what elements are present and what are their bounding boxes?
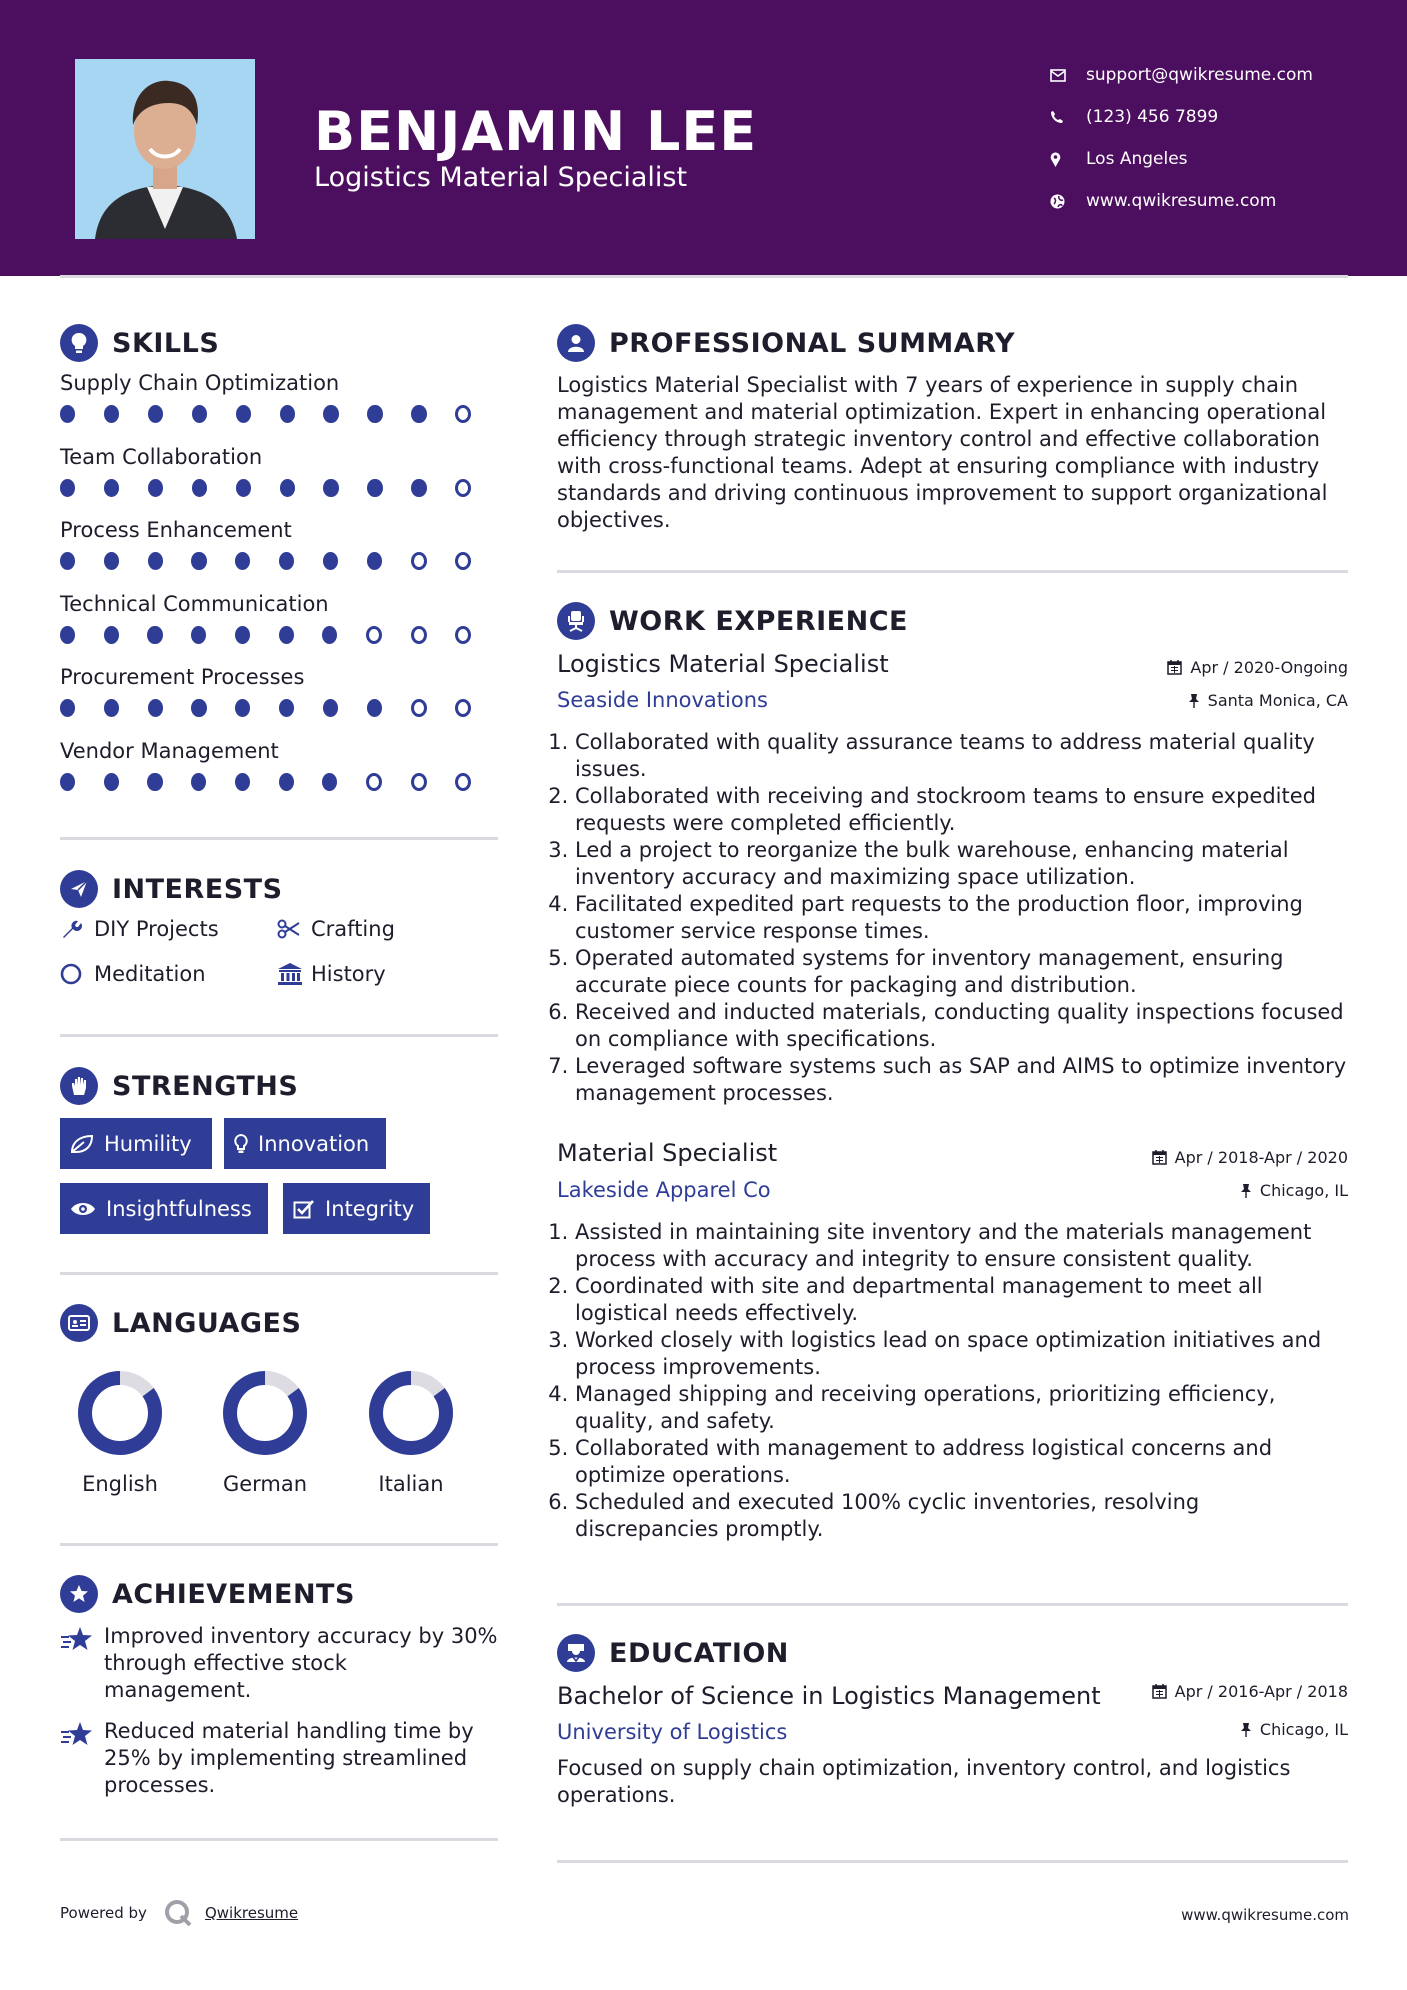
rating-dot-filled bbox=[104, 626, 119, 644]
section-divider bbox=[557, 1603, 1348, 1606]
achievement-text: Improved inventory accuracy by 30% through effective stock management. bbox=[104, 1624, 498, 1702]
rating-dot-empty bbox=[411, 773, 427, 791]
summary-text: Logistics Material Specialist with 7 years of experience in supply chain management and material optimization. Expert in enhancing operational efficiency through strategic inventory control and effective collaboration with cross-functional teams. Adept at ensuring compliance with industry standards and driving continuous improvement to support organizational objectives. bbox=[557, 373, 1328, 532]
section-divider bbox=[60, 1838, 498, 1841]
interest-label: Meditation bbox=[94, 962, 206, 986]
rating-dot-filled bbox=[279, 773, 294, 791]
rating-dot-filled bbox=[191, 626, 206, 644]
achievement-text: Reduced material handling time by 25% by implementing streamlined processes. bbox=[104, 1719, 474, 1797]
skill-rating bbox=[60, 699, 500, 717]
job-bullet: 4. Managed shipping and receiving operations, prioritizing efficiency, quality, and safety. bbox=[575, 1381, 1349, 1435]
rating-dot-filled bbox=[235, 626, 250, 644]
skill-rating bbox=[60, 479, 500, 497]
rating-dot-empty bbox=[455, 552, 471, 570]
graduate-icon bbox=[557, 1634, 595, 1672]
job-dates-text: Apr / 2018-Apr / 2020 bbox=[1174, 1148, 1348, 1167]
skills-title: SKILLS bbox=[112, 327, 220, 359]
calendar-icon bbox=[1152, 1150, 1167, 1165]
job-location bbox=[1240, 1181, 1348, 1200]
envelope-icon bbox=[1050, 69, 1086, 82]
skill-rating bbox=[60, 626, 500, 644]
phone-icon bbox=[1050, 110, 1086, 124]
rating-dot-filled bbox=[411, 405, 426, 423]
language-ring bbox=[75, 1368, 165, 1458]
skill-rating bbox=[60, 773, 500, 791]
rating-dot-filled bbox=[279, 552, 294, 570]
interest-item bbox=[277, 962, 386, 986]
language-ring bbox=[220, 1368, 310, 1458]
job-bullet: 7. Leveraged software systems such as SAP and AIMS to optimize inventory management processes. bbox=[575, 1053, 1349, 1107]
achievements-heading bbox=[60, 1574, 355, 1614]
rating-dot-filled bbox=[60, 699, 75, 717]
education-dates bbox=[1152, 1682, 1348, 1701]
header-divider bbox=[60, 275, 1348, 278]
skill-name: Supply Chain Optimization bbox=[60, 371, 340, 395]
rating-dot-filled bbox=[236, 405, 251, 423]
section-divider bbox=[60, 837, 498, 840]
rating-dot-empty bbox=[455, 626, 471, 644]
education-description: Focused on supply chain optimization, inventory control, and logistics operations. bbox=[557, 1756, 1291, 1807]
rating-dot-empty bbox=[455, 405, 471, 423]
rating-dot-filled bbox=[148, 405, 163, 423]
rating-dot-filled bbox=[192, 405, 207, 423]
strength-label: Humility bbox=[104, 1131, 192, 1156]
job-bullet: 1. Collaborated with quality assurance teams to address material quality issues. bbox=[575, 729, 1349, 783]
lightbulb-icon bbox=[60, 324, 98, 362]
rating-dot-filled bbox=[235, 552, 250, 570]
rating-dot-filled bbox=[104, 773, 119, 791]
contact-list bbox=[1050, 54, 1313, 222]
rating-dot-empty bbox=[455, 699, 471, 717]
summary-heading bbox=[557, 323, 1015, 363]
school-name: University of Logistics bbox=[557, 1720, 788, 1744]
language-ring bbox=[366, 1368, 456, 1458]
footer-site-link[interactable]: www.qwikresume.com bbox=[1181, 1906, 1349, 1924]
language-name: English bbox=[82, 1472, 158, 1496]
powered-by-label: Powered by bbox=[60, 1904, 147, 1922]
interest-label: History bbox=[311, 962, 386, 986]
pushpin-icon bbox=[1240, 1183, 1252, 1198]
skill-name: Vendor Management bbox=[60, 738, 279, 763]
job-bullet: 1. Assisted in maintaining site inventory and the materials management process with accuracy and integrity to ensure consistent quality. bbox=[575, 1219, 1349, 1273]
rating-dot-filled bbox=[192, 479, 207, 497]
job-company: Seaside Innovations bbox=[557, 688, 768, 712]
strengths-title: STRENGTHS bbox=[112, 1070, 299, 1102]
interest-item bbox=[277, 917, 395, 941]
skill-item bbox=[60, 445, 500, 497]
leaf-icon bbox=[70, 1134, 94, 1154]
bank-icon bbox=[277, 962, 311, 986]
job-bullet: 3. Led a project to reorganize the bulk warehouse, enhancing material inventory accuracy and maximizing space utilization. bbox=[575, 837, 1349, 891]
rating-dot-filled bbox=[411, 479, 426, 497]
section-divider bbox=[557, 1860, 1348, 1863]
circle-icon bbox=[60, 963, 94, 985]
rating-dot-empty bbox=[455, 479, 471, 497]
education-location-text: Chicago, IL bbox=[1259, 1720, 1348, 1739]
qwikresume-link[interactable]: Qwikresume bbox=[204, 1904, 299, 1922]
user-icon bbox=[557, 324, 595, 362]
rating-dot-filled bbox=[191, 699, 206, 717]
section-divider bbox=[60, 1272, 498, 1275]
contact-phone-text: (123) 456 7899 bbox=[1086, 107, 1219, 127]
rating-dot-filled bbox=[60, 405, 75, 423]
wrench-icon bbox=[60, 918, 94, 940]
rating-dot-filled bbox=[323, 699, 338, 717]
work-heading bbox=[557, 601, 908, 641]
education-location bbox=[1240, 1720, 1348, 1739]
contact-location-text: Los Angeles bbox=[1086, 149, 1188, 169]
rating-dot-filled bbox=[367, 552, 382, 570]
strength-tag bbox=[283, 1183, 430, 1234]
rating-dot-filled bbox=[322, 626, 337, 644]
lightbulb-icon bbox=[234, 1134, 248, 1154]
rating-dot-filled bbox=[148, 479, 163, 497]
job-bullet: 2. Coordinated with site and departmental management to meet all logistical needs effectively. bbox=[575, 1273, 1349, 1327]
rating-dot-empty bbox=[366, 773, 382, 791]
hand-icon bbox=[60, 1067, 98, 1105]
strength-label: Innovation bbox=[258, 1131, 370, 1156]
rating-dot-filled bbox=[60, 552, 75, 570]
skill-rating bbox=[60, 405, 500, 423]
skill-item bbox=[60, 739, 500, 791]
job-dates-text: Apr / 2020-Ongoing bbox=[1190, 658, 1348, 677]
job-bullet: 3. Worked closely with logistics lead on space optimization initiatives and process improvements. bbox=[575, 1327, 1349, 1381]
rating-dot-filled bbox=[323, 479, 338, 497]
language-item bbox=[50, 1368, 190, 1496]
rating-dot-filled bbox=[367, 405, 382, 423]
interest-label: DIY Projects bbox=[94, 917, 219, 941]
eye-icon bbox=[70, 1201, 96, 1217]
job-location-text: Santa Monica, CA bbox=[1207, 691, 1348, 710]
rating-dot-filled bbox=[235, 699, 250, 717]
skill-name: Team Collaboration bbox=[60, 444, 263, 469]
rating-dot-filled bbox=[147, 773, 162, 791]
achievement-item bbox=[60, 1718, 500, 1799]
rating-dot-filled bbox=[236, 479, 251, 497]
rating-dot-empty bbox=[455, 773, 471, 791]
job-bullet: 5. Collaborated with management to address logistical concerns and optimize operations. bbox=[575, 1435, 1349, 1489]
profile-photo bbox=[75, 59, 255, 239]
work-title: WORK EXPERIENCE bbox=[609, 605, 908, 637]
rating-dot-filled bbox=[279, 626, 294, 644]
rating-dot-empty bbox=[411, 626, 427, 644]
language-item bbox=[195, 1368, 335, 1496]
job-bullet: 4. Facilitated expedited part requests to the production floor, improving customer service response times. bbox=[575, 891, 1349, 945]
rating-dot-filled bbox=[367, 479, 382, 497]
contact-website[interactable] bbox=[1050, 180, 1313, 222]
skill-item bbox=[60, 518, 500, 570]
scissors-icon bbox=[277, 919, 311, 939]
rating-dot-filled bbox=[148, 699, 163, 717]
rating-dot-filled bbox=[104, 479, 119, 497]
rating-dot-filled bbox=[60, 773, 75, 791]
skill-item bbox=[60, 592, 500, 644]
summary-title: PROFESSIONAL SUMMARY bbox=[609, 327, 1016, 359]
languages-title: LANGUAGES bbox=[112, 1307, 302, 1339]
footer-brand bbox=[60, 1898, 298, 1928]
rating-dot-filled bbox=[60, 626, 75, 644]
rating-dot-filled bbox=[104, 405, 119, 423]
language-name: German bbox=[222, 1472, 308, 1496]
rating-dot-filled bbox=[191, 773, 206, 791]
job-bullet: 6. Received and inducted materials, conducting quality inspections focused on compliance with specifications. bbox=[575, 999, 1349, 1053]
rating-dot-empty bbox=[411, 699, 427, 717]
star-badge-icon bbox=[60, 1575, 98, 1613]
job-title: Material Specialist bbox=[557, 1139, 778, 1167]
rating-dot-filled bbox=[148, 552, 163, 570]
section-divider bbox=[557, 570, 1348, 573]
strength-label: Integrity bbox=[325, 1196, 415, 1221]
achievements-title: ACHIEVEMENTS bbox=[112, 1578, 355, 1610]
candidate-name: BENJAMIN LEE bbox=[314, 100, 758, 163]
job-location-text: Chicago, IL bbox=[1259, 1181, 1348, 1200]
job-bullet: 6. Scheduled and executed 100% cyclic inventories, resolving discrepancies promptly. bbox=[575, 1489, 1349, 1543]
language-name: Italian bbox=[378, 1472, 444, 1496]
map-pin-icon bbox=[1050, 152, 1086, 167]
qwikresume-logo-icon bbox=[163, 1898, 193, 1928]
strength-tag bbox=[60, 1118, 212, 1169]
rating-dot-filled bbox=[280, 405, 295, 423]
calendar-icon bbox=[1152, 1684, 1167, 1699]
contact-location bbox=[1050, 138, 1313, 180]
checkbox-icon bbox=[293, 1199, 315, 1219]
rating-dot-filled bbox=[104, 699, 119, 717]
skill-name: Process Enhancement bbox=[60, 518, 292, 542]
resume-header bbox=[0, 0, 1407, 276]
rating-dot-filled bbox=[191, 552, 206, 570]
education-title: EDUCATION bbox=[609, 1637, 789, 1669]
rating-dot-filled bbox=[323, 405, 338, 423]
job-location bbox=[1188, 691, 1348, 710]
rating-dot-filled bbox=[367, 699, 382, 717]
education-heading bbox=[557, 1633, 789, 1673]
skill-item bbox=[60, 371, 500, 423]
interest-item bbox=[60, 962, 206, 986]
rating-dot-filled bbox=[235, 773, 250, 791]
rating-dot-empty bbox=[411, 552, 427, 570]
skill-name: Procurement Processes bbox=[60, 665, 305, 689]
rating-dot-filled bbox=[322, 773, 337, 791]
education-dates-text: Apr / 2016-Apr / 2018 bbox=[1174, 1682, 1348, 1701]
skill-rating bbox=[60, 552, 500, 570]
calendar-icon bbox=[1167, 660, 1182, 675]
job-bullets bbox=[557, 1219, 1349, 1543]
section-divider bbox=[60, 1034, 498, 1037]
job-bullet: 5. Operated automated systems for inventory management, ensuring accurate piece counts for packaging and distribution. bbox=[575, 945, 1349, 999]
candidate-title: Logistics Material Specialist bbox=[314, 162, 688, 193]
interest-item bbox=[60, 917, 219, 941]
achievement-item bbox=[60, 1623, 500, 1704]
skill-item bbox=[60, 665, 500, 717]
contact-website-text: www.qwikresume.com bbox=[1086, 191, 1277, 211]
rating-dot-filled bbox=[280, 479, 295, 497]
contact-email[interactable] bbox=[1050, 54, 1313, 96]
job-dates bbox=[1167, 658, 1348, 677]
interests-heading bbox=[60, 869, 283, 909]
star-icon bbox=[60, 1718, 104, 1799]
skills-heading bbox=[60, 323, 219, 363]
star-icon bbox=[60, 1623, 104, 1704]
job-dates bbox=[1152, 1148, 1348, 1167]
id-card-icon bbox=[60, 1304, 98, 1342]
rating-dot-filled bbox=[279, 699, 294, 717]
strength-label: Insightfulness bbox=[106, 1196, 252, 1221]
contact-phone[interactable] bbox=[1050, 96, 1313, 138]
job-bullets bbox=[557, 729, 1349, 1107]
rating-dot-empty bbox=[366, 626, 382, 644]
strength-tag bbox=[60, 1183, 268, 1234]
interest-label: Crafting bbox=[311, 917, 395, 941]
office-chair-icon bbox=[557, 602, 595, 640]
globe-icon bbox=[1050, 194, 1086, 209]
contact-email-text: support@qwikresume.com bbox=[1086, 65, 1313, 85]
job-bullet: 2. Collaborated with receiving and stockroom teams to ensure expedited requests were completed efficiently. bbox=[575, 783, 1349, 837]
skill-name: Technical Communication bbox=[60, 591, 329, 616]
rating-dot-filled bbox=[104, 552, 119, 570]
section-divider bbox=[60, 1543, 498, 1546]
rating-dot-filled bbox=[60, 479, 75, 497]
pushpin-icon bbox=[1240, 1722, 1252, 1737]
pushpin-icon bbox=[1188, 693, 1200, 708]
languages-heading bbox=[60, 1303, 301, 1343]
paper-plane-icon bbox=[60, 870, 98, 908]
job-company: Lakeside Apparel Co bbox=[557, 1178, 771, 1202]
rating-dot-filled bbox=[147, 626, 162, 644]
degree-title: Bachelor of Science in Logistics Management bbox=[557, 1682, 1101, 1710]
strength-tag bbox=[224, 1118, 386, 1169]
rating-dot-filled bbox=[323, 552, 338, 570]
strengths-heading bbox=[60, 1066, 298, 1106]
language-item bbox=[341, 1368, 481, 1496]
interests-title: INTERESTS bbox=[112, 873, 283, 905]
job-title: Logistics Material Specialist bbox=[557, 650, 889, 678]
